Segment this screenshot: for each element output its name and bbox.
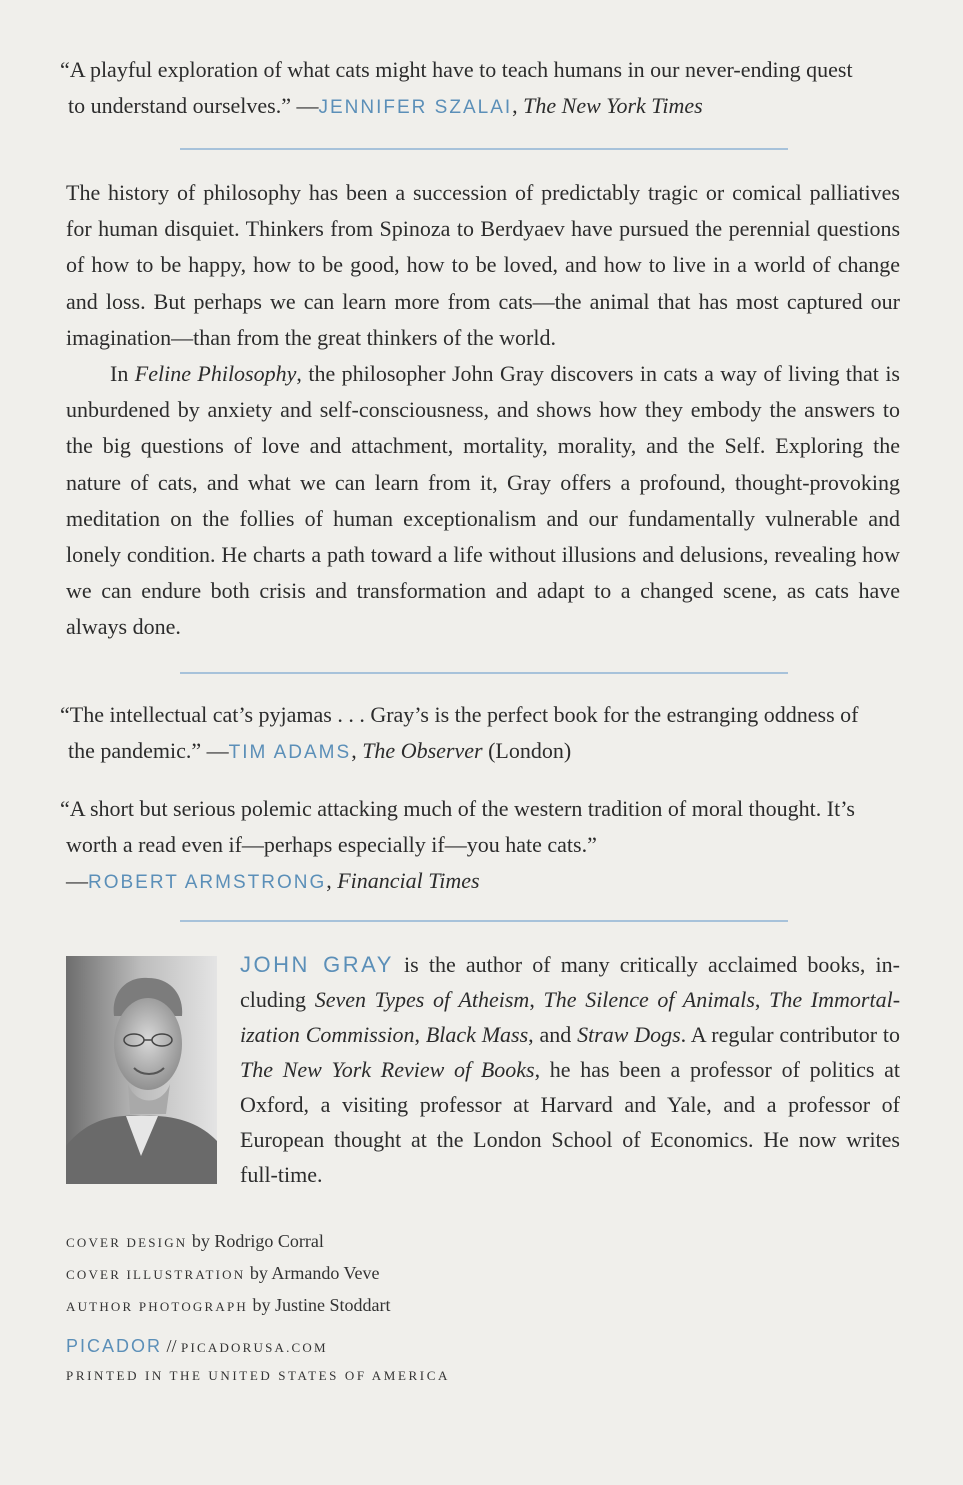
credit-label: COVER ILLUSTRATION bbox=[66, 1267, 246, 1282]
printed-in: PRINTED IN THE UNITED STATES OF AMERICA bbox=[66, 1368, 450, 1383]
bio-text: , bbox=[754, 987, 770, 1012]
publisher-line bbox=[66, 1336, 328, 1357]
book-title: The New York Review of Books bbox=[240, 1057, 535, 1082]
quote-source: Financial Times bbox=[337, 868, 480, 893]
book-description bbox=[66, 175, 900, 646]
publisher-url[interactable]: PICADORUSA.COM bbox=[181, 1340, 328, 1355]
description-text: , the philosopher John Gray discovers in cats a way of living that is unburdened by anxiety and self-consciousness, and shows how they embody the answers to the big questions of love and attachment, mortality, morality, and the Self. Exploring the nature of cats, and what we can learn from it, Gray offers a profound, thought-provoking meditation on the follies of human exceptionalism and our fundamentally vulnerable and lonely condition. He charts a path toward a life without illusions and delusions, revealing how we can endure both crisis and transformation and adapt to a changed scene, as cats have always done. bbox=[66, 361, 900, 640]
bio-text: , and bbox=[528, 1022, 578, 1047]
quote-armstrong bbox=[60, 791, 902, 901]
description-text: In bbox=[110, 361, 135, 387]
book-title: The Immortalization Commission bbox=[240, 987, 901, 1047]
credit-name: by Rodrigo Corral bbox=[187, 1231, 324, 1251]
quote-adams bbox=[60, 697, 902, 771]
quote-source: The Observer bbox=[362, 738, 483, 763]
quote-author: ROBERT ARMSTRONG bbox=[88, 872, 327, 893]
quote-text: to understand ourselves.” — bbox=[68, 93, 319, 118]
credit-author-photograph bbox=[66, 1293, 390, 1319]
quote-szalai bbox=[60, 52, 902, 126]
quote-line: “A playful exploration of what cats might have to teach humans in our never-ending quest bbox=[60, 57, 853, 82]
credit-cover-illustration bbox=[66, 1261, 380, 1287]
credit-label: COVER DESIGN bbox=[66, 1235, 188, 1250]
author-photo bbox=[66, 956, 217, 1184]
description-paragraph-1: The history of philosophy has been a succession of predictably tragic or comical palliatives for human disquiet. Thinkers from Spinoza to Berdyaev have pursued the perennial questions of how to be happy, how to be good, how to be loved, and how to live in a world of change and loss. But perhaps we can learn more from cats—the animal that has most captured our imagination—than from the great thinkers of the world. bbox=[66, 180, 900, 350]
credit-name: by Justine Stoddart bbox=[247, 1295, 391, 1315]
separator: , bbox=[512, 93, 524, 118]
quote-line: worth a read even if—perhaps especially if—you hate cats.” bbox=[66, 832, 597, 857]
bio-text: . A regular contributor to bbox=[680, 1022, 901, 1047]
publisher-name: PICADOR bbox=[66, 1336, 163, 1356]
separator: , bbox=[326, 868, 338, 893]
credit-cover-design bbox=[66, 1229, 324, 1255]
quote-author: TIM ADAMS bbox=[228, 742, 352, 763]
quote-line bbox=[60, 868, 480, 893]
author-bio bbox=[240, 947, 900, 1192]
divider-rule bbox=[180, 148, 788, 150]
book-title: Straw Dogs bbox=[577, 1022, 681, 1047]
quote-line: “The intellectual cat’s pyjamas . . . Gray’s is the perfect book for the estranging oddness of bbox=[60, 702, 859, 727]
book-title: Black Mass bbox=[425, 1022, 529, 1047]
separator: , bbox=[351, 738, 363, 763]
bio-text: , bbox=[529, 987, 544, 1012]
quote-line bbox=[60, 733, 902, 771]
divider-rule bbox=[180, 672, 788, 674]
bio-text: is the author of many critically acclaimed books, including bbox=[240, 952, 900, 1012]
credit-label: AUTHOR PHOTOGRAPH bbox=[66, 1299, 248, 1314]
quote-text: the pandemic.” — bbox=[68, 738, 229, 763]
book-title: The Silence of Animals bbox=[543, 987, 755, 1012]
author-name: JOHN GRAY bbox=[240, 952, 394, 977]
bio-text: , bbox=[414, 1022, 426, 1047]
book-title: Feline Philosophy bbox=[134, 361, 297, 387]
divider-rule bbox=[180, 920, 788, 922]
quote-source-location: (London) bbox=[482, 738, 572, 763]
separator: // bbox=[162, 1336, 182, 1356]
bio-text: , he has been a professor of politics at Oxford, a visiting professor at Harvard and Yale, and a professor of European thought at the London School of Economics. He now writes full-time. bbox=[240, 1057, 900, 1187]
credit-name: by Armando Veve bbox=[245, 1263, 380, 1283]
quote-line bbox=[60, 88, 902, 126]
quote-source: The New York Times bbox=[523, 93, 703, 118]
book-title: Seven Types of Atheism bbox=[314, 987, 530, 1012]
quote-line: “A short but serious polemic attacking much of the western tradition of moral thought. It’s bbox=[60, 796, 855, 821]
quote-dash: — bbox=[66, 868, 88, 893]
quote-author: JENNIFER SZALAI bbox=[318, 97, 513, 118]
description-paragraph-2 bbox=[66, 356, 900, 646]
